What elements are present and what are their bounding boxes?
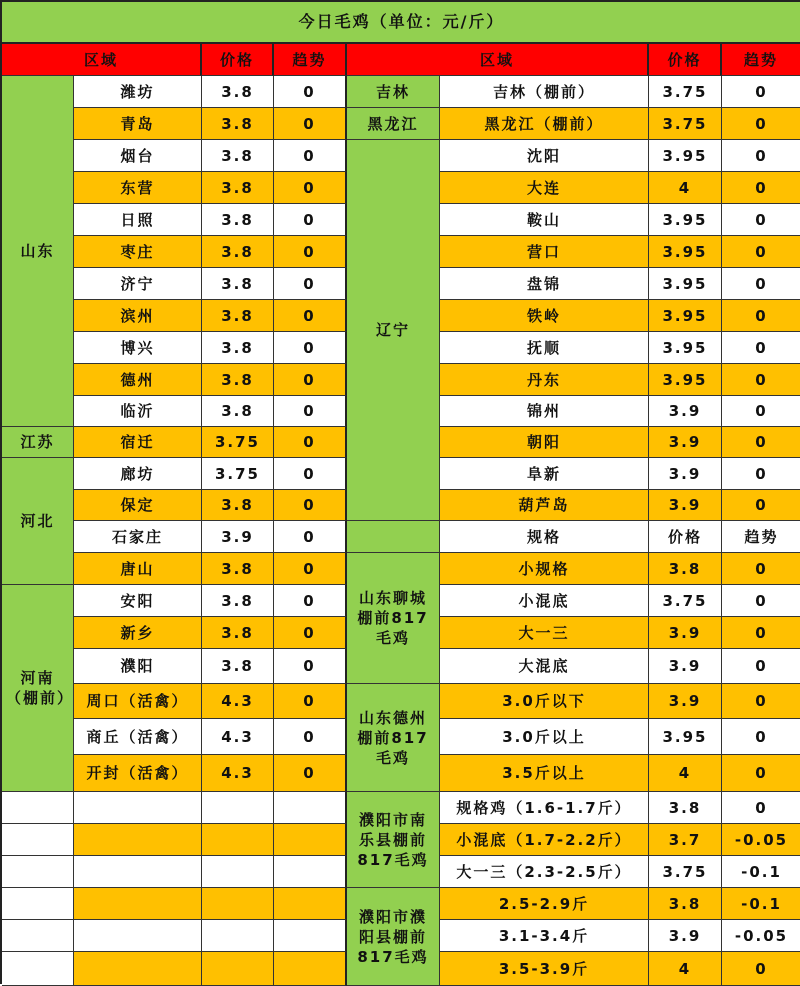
city-cell [74, 792, 202, 824]
price-cell: 3.9 [649, 458, 722, 490]
trend-cell: 0 [274, 396, 347, 427]
trend-cell: 0 [274, 553, 347, 585]
price-cell: 3.8 [649, 792, 722, 824]
city-cell: 小混底（1.7-2.2斤） [440, 824, 649, 856]
price-cell: 3.95 [649, 140, 722, 172]
price-cell: 4.3 [202, 755, 274, 792]
trend-cell: 0 [274, 140, 347, 172]
region-cell [2, 824, 74, 856]
price-cell: 3.75 [202, 427, 274, 458]
city-cell: 3.0斤以下 [440, 684, 649, 719]
trend-cell: 趋势 [722, 521, 800, 553]
city-cell: 吉林（棚前） [440, 76, 649, 108]
city-cell: 宿迁 [74, 427, 202, 458]
price-cell: 3.8 [202, 140, 274, 172]
city-cell: 烟台 [74, 140, 202, 172]
trend-cell: 0 [274, 458, 347, 490]
city-cell: 营口 [440, 236, 649, 268]
city-cell: 大混底 [440, 649, 649, 684]
city-cell: 济宁 [74, 268, 202, 300]
city-cell: 盘锦 [440, 268, 649, 300]
trend-cell [274, 856, 347, 888]
price-cell [202, 792, 274, 824]
trend-cell: 0 [274, 617, 347, 649]
trend-cell: 0 [722, 236, 800, 268]
city-cell: 阜新 [440, 458, 649, 490]
city-cell: 开封（活禽） [74, 755, 202, 792]
price-cell: 3.8 [202, 172, 274, 204]
trend-cell: 0 [722, 755, 800, 792]
price-cell: 3.9 [649, 617, 722, 649]
city-cell: 抚顺 [440, 332, 649, 364]
trend-cell: 0 [722, 458, 800, 490]
city-cell: 保定 [74, 490, 202, 521]
price-cell: 3.9 [649, 490, 722, 521]
price-cell: 3.8 [202, 617, 274, 649]
price-cell: 3.95 [649, 719, 722, 755]
trend-cell [274, 920, 347, 952]
region-cell [2, 792, 74, 824]
price-cell: 3.95 [649, 300, 722, 332]
city-cell: 鞍山 [440, 204, 649, 236]
price-cell: 3.8 [202, 300, 274, 332]
header-trend-left: 趋势 [274, 44, 347, 76]
city-cell: 3.5斤以上 [440, 755, 649, 792]
price-cell: 3.7 [649, 824, 722, 856]
trend-cell: 0 [722, 300, 800, 332]
city-cell: 日照 [74, 204, 202, 236]
city-cell: 丹东 [440, 364, 649, 396]
trend-cell: 0 [722, 140, 800, 172]
region-cell [2, 920, 74, 952]
trend-cell: 0 [274, 649, 347, 684]
city-cell: 大一三（2.3-2.5斤） [440, 856, 649, 888]
city-cell: 大一三 [440, 617, 649, 649]
city-cell: 廊坊 [74, 458, 202, 490]
trend-cell: 0 [722, 649, 800, 684]
region-cell: 河北 [2, 458, 74, 585]
price-cell: 3.8 [202, 76, 274, 108]
region-cell [347, 521, 440, 553]
city-cell: 东营 [74, 172, 202, 204]
trend-cell: 0 [722, 553, 800, 585]
header-region-right: 区域 [347, 44, 649, 76]
city-cell: 3.1-3.4斤 [440, 920, 649, 952]
region-cell: 濮阳市南乐县棚前817毛鸡 [347, 792, 440, 888]
region-cell: 辽宁 [347, 140, 440, 521]
city-cell: 唐山 [74, 553, 202, 585]
trend-cell: 0 [274, 204, 347, 236]
trend-cell: 0 [722, 172, 800, 204]
city-cell: 安阳 [74, 585, 202, 617]
trend-cell: 0 [722, 585, 800, 617]
city-cell [74, 952, 202, 986]
city-cell: 周口（活禽） [74, 684, 202, 719]
price-cell: 3.9 [202, 521, 274, 553]
trend-cell: -0.1 [722, 856, 800, 888]
city-cell: 铁岭 [440, 300, 649, 332]
trend-cell [274, 792, 347, 824]
price-cell: 4 [649, 172, 722, 204]
price-cell: 3.9 [649, 684, 722, 719]
trend-cell: -0.1 [722, 888, 800, 920]
city-cell [74, 824, 202, 856]
price-cell: 4.3 [202, 719, 274, 755]
trend-cell: 0 [274, 108, 347, 140]
trend-cell: 0 [722, 684, 800, 719]
trend-cell: 0 [722, 332, 800, 364]
price-cell: 3.8 [202, 268, 274, 300]
city-cell: 规格 [440, 521, 649, 553]
city-cell: 葫芦岛 [440, 490, 649, 521]
price-cell: 3.95 [649, 268, 722, 300]
price-cell [202, 920, 274, 952]
price-cell: 3.9 [649, 396, 722, 427]
price-cell: 4 [649, 952, 722, 986]
region-cell: 吉林 [347, 76, 440, 108]
price-cell: 4.3 [202, 684, 274, 719]
price-cell [202, 888, 274, 920]
table-title: 今日毛鸡（单位：元/斤） [2, 2, 800, 44]
price-cell: 3.8 [202, 204, 274, 236]
trend-cell: 0 [274, 76, 347, 108]
price-cell: 3.9 [649, 649, 722, 684]
price-cell: 3.75 [649, 76, 722, 108]
header-price-right: 价格 [649, 44, 722, 76]
trend-cell: 0 [274, 172, 347, 204]
region-cell: 黑龙江 [347, 108, 440, 140]
city-cell: 潍坊 [74, 76, 202, 108]
trend-cell: 0 [722, 617, 800, 649]
price-cell: 价格 [649, 521, 722, 553]
trend-cell: 0 [722, 792, 800, 824]
region-cell: 河南（棚前） [2, 585, 74, 792]
city-cell [74, 920, 202, 952]
trend-cell: 0 [722, 427, 800, 458]
city-cell: 小规格 [440, 553, 649, 585]
price-cell: 3.8 [202, 649, 274, 684]
trend-cell: 0 [274, 427, 347, 458]
trend-cell: 0 [274, 719, 347, 755]
header-price-left: 价格 [202, 44, 274, 76]
trend-cell: 0 [274, 755, 347, 792]
trend-cell: 0 [722, 108, 800, 140]
city-cell: 锦州 [440, 396, 649, 427]
city-cell [74, 856, 202, 888]
city-cell: 朝阳 [440, 427, 649, 458]
trend-cell: 0 [274, 585, 347, 617]
city-cell: 大连 [440, 172, 649, 204]
trend-cell: 0 [722, 268, 800, 300]
price-cell [202, 856, 274, 888]
price-cell: 3.95 [649, 236, 722, 268]
trend-cell [274, 952, 347, 986]
trend-cell: 0 [722, 719, 800, 755]
trend-cell: 0 [722, 76, 800, 108]
city-cell: 商丘（活禽） [74, 719, 202, 755]
trend-cell: 0 [722, 364, 800, 396]
trend-cell: -0.05 [722, 920, 800, 952]
region-cell [2, 856, 74, 888]
price-cell: 3.8 [202, 108, 274, 140]
price-cell: 3.9 [649, 920, 722, 952]
price-cell: 3.8 [202, 332, 274, 364]
city-cell: 新乡 [74, 617, 202, 649]
header-region-left: 区域 [2, 44, 202, 76]
price-cell: 3.95 [649, 364, 722, 396]
city-cell: 石家庄 [74, 521, 202, 553]
region-cell [2, 888, 74, 920]
city-cell: 沈阳 [440, 140, 649, 172]
price-cell: 3.75 [649, 108, 722, 140]
city-cell: 规格鸡（1.6-1.7斤） [440, 792, 649, 824]
trend-cell: 0 [274, 521, 347, 553]
city-cell: 3.5-3.9斤 [440, 952, 649, 986]
city-cell: 青岛 [74, 108, 202, 140]
trend-cell: 0 [274, 268, 347, 300]
price-cell [202, 824, 274, 856]
price-cell: 3.8 [202, 396, 274, 427]
price-cell: 3.95 [649, 204, 722, 236]
region-cell [2, 952, 74, 986]
city-cell: 博兴 [74, 332, 202, 364]
trend-cell: 0 [274, 490, 347, 521]
price-cell: 3.75 [649, 585, 722, 617]
price-cell: 3.8 [202, 236, 274, 268]
trend-cell: 0 [274, 332, 347, 364]
trend-cell: 0 [274, 300, 347, 332]
trend-cell: 0 [274, 364, 347, 396]
trend-cell: 0 [722, 204, 800, 236]
price-cell: 3.8 [202, 364, 274, 396]
trend-cell [274, 888, 347, 920]
price-cell: 4 [649, 755, 722, 792]
trend-cell: 0 [722, 952, 800, 986]
trend-cell: 0 [274, 236, 347, 268]
region-cell: 江苏 [2, 427, 74, 458]
price-cell: 3.8 [202, 553, 274, 585]
city-cell: 德州 [74, 364, 202, 396]
trend-cell: 0 [274, 684, 347, 719]
trend-cell [274, 824, 347, 856]
city-cell: 枣庄 [74, 236, 202, 268]
city-cell: 2.5-2.9斤 [440, 888, 649, 920]
price-cell [202, 952, 274, 986]
price-cell: 3.75 [649, 856, 722, 888]
price-cell: 3.9 [649, 427, 722, 458]
city-cell [74, 888, 202, 920]
price-cell: 3.8 [202, 490, 274, 521]
city-cell: 濮阳 [74, 649, 202, 684]
trend-cell: 0 [722, 490, 800, 521]
trend-cell: -0.05 [722, 824, 800, 856]
city-cell: 3.0斤以上 [440, 719, 649, 755]
city-cell: 小混底 [440, 585, 649, 617]
trend-cell: 0 [722, 396, 800, 427]
city-cell: 黑龙江（棚前） [440, 108, 649, 140]
region-cell: 山东聊城棚前817毛鸡 [347, 553, 440, 684]
region-cell: 山东德州棚前817毛鸡 [347, 684, 440, 792]
price-cell: 3.8 [202, 585, 274, 617]
header-trend-right: 趋势 [722, 44, 800, 76]
region-cell: 山东 [2, 76, 74, 427]
price-cell: 3.95 [649, 332, 722, 364]
city-cell: 滨州 [74, 300, 202, 332]
price-cell: 3.75 [202, 458, 274, 490]
price-cell: 3.8 [649, 888, 722, 920]
region-cell: 濮阳市濮阳县棚前817毛鸡 [347, 888, 440, 986]
city-cell: 临沂 [74, 396, 202, 427]
price-cell: 3.8 [649, 553, 722, 585]
